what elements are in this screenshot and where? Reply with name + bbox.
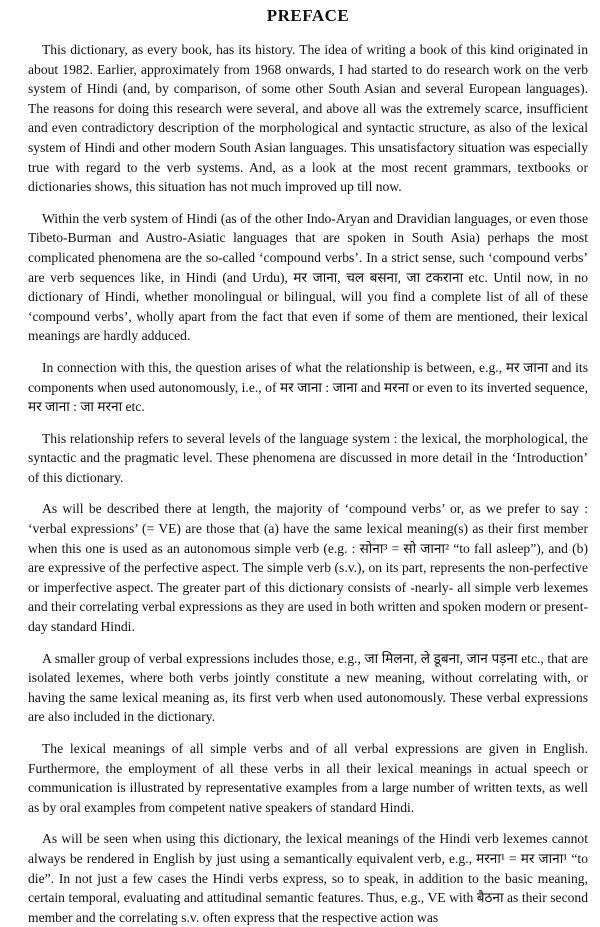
paragraph-compound-verbs: Within the verb system of Hindi (as of the other Indo-Aryan and Dravidian languages, or even those Tibeto-Burman and Austro-Asiatic languages that are spoken in South Asia) perhaps the most complicated phenomena are the so-called ‘compound verbs’. In a strict sense, such ‘compound verbs’ are verb sequences like, in Hindi (and Urdu), मर जाना, चल बसना, जा टकराना etc. Until now, in no dictionary of Hindi, whether monolingual or bilingual, will you find a complete list of all of these ‘compound verbs’, wholly apart from the fact that even if some of them are mentioned, their lexical meanings are hardly adduced. [28,210,588,344]
paragraph-relationship: In connection with this, the question arises of what the relationship is between, e.g., मर जाना and its components when used autonomously, i.e., of मर जाना : जाना and मरना or even to its inverted sequence, मर जाना : जा मरना etc. [28,359,588,415]
page-title: PREFACE [266,6,350,25]
paragraph-history: This dictionary, as every book, has its history. The idea of writing a book of this kind originated in about 1982. Earlier, approximately from 1968 onwards, I had started to do research work on the verb system of Hindi (and, by comparison, of some other South Asian and several European languages). The reasons for doing this research were several, and above all was the extremely scarce, insufficient and even contradictory description of the morphological and syntactic structure, as also of the lexical system of Hindi and other modern South Asian languages. This unsatisfactory situation was especially true with regard to the verb systems. And, as a look at the most recent grammars, textbooks or dictionaries shows, this situation has not much improved up till now. [28,42,588,195]
paragraph-verbal-expressions: As will be described there at length, the majority of ‘compound verbs’ or, as we prefer to say : ‘verbal expressions’ (= VE) are those that (a) have the same lexical meaning(s) as their first member when this one is used as an autonomous simple verb (e.g. : सोना³ = सो जाना² “to fall asleep”), and (b) are expressive of the perfective aspect. The simple verb (s.v.), on its part, represents the non-perfective or imperfective aspect. The greater part of this dictionary consists of -nearly- all simple verb lexemes and their correlating verbal expressions as they are used in both written and spoken modern or present-day standard Hindi. [28,501,588,635]
paragraph-isolated-lexemes: A smaller group of verbal expressions includes those, e.g., जा मिलना, ले डूबना, जान पड़ना etc., that are isolated lexemes, where both verbs jointly constitute a new meaning, without correlating with, or having the same lexical meaning as, its first verb when used autonomously. These verbal expressions are also included in the dictionary. [28,650,588,725]
paragraph-semantic-features: As will be seen when using this dictionary, the lexical meanings of the Hindi verb lexemes cannot always be rendered in English by just using a semantically equivalent verb, e.g., मरना¹ = मर जाना¹ “to die”. In not just a few cases the Hindi verbs express, so to speak, in addition to the basic meaning, certain temporal, evaluating and attitudinal semantic features. Thus, e.g., VE with बैठना as their second member and the correlating s.v. often express that the respective action was [28,831,588,925]
paragraph-english-meanings: The lexical meanings of all simple verbs and of all verbal expressions are given in English. Furthermore, the employment of all these verbs in all their lexical meanings in actual speech or communication is illustrated by representative examples from a large number of written texts, as well as by oral examples from competent native speakers of standard Hindi. [28,741,588,815]
paragraph-levels: This relationship refers to several levels of the language system : the lexical, the morphological, the syntactic and the pragmatic level. These phenomena are discussed in more detail in the ‘Introduction’ of this dictionary. [28,430,588,485]
